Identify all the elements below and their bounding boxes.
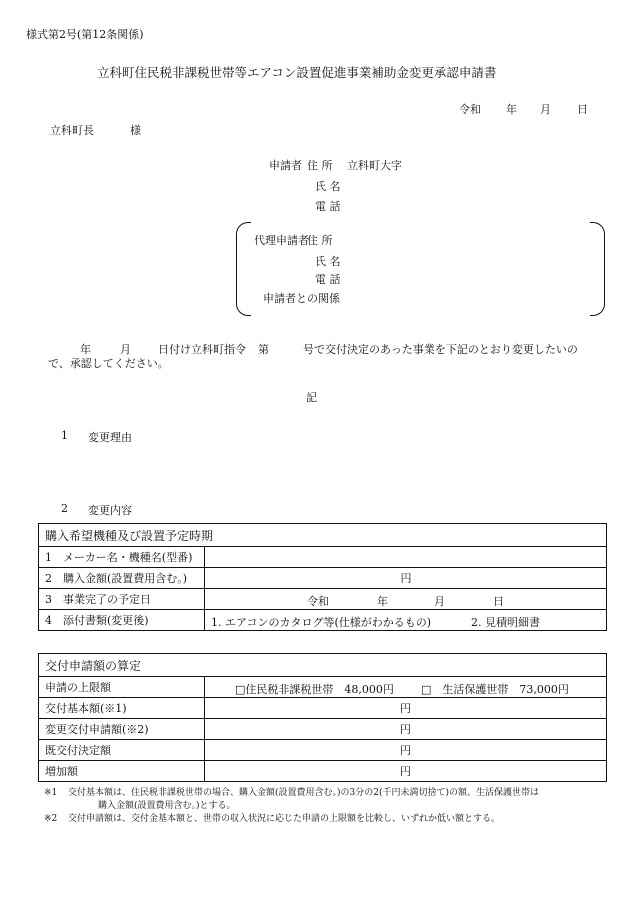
yen-unit: 円 [400, 702, 411, 715]
date-era: 令和 [459, 103, 481, 116]
row-label: 4 添付書類(変更後) [39, 610, 205, 631]
section2-number: 2 [61, 502, 68, 515]
table-row [39, 547, 607, 568]
note2-mark: ※2 [44, 814, 58, 824]
applicant-address-label: 住 所 [307, 159, 333, 172]
body-day-part: 日付け立科町指令 [158, 343, 246, 356]
yen-unit: 円 [400, 744, 411, 757]
applicant-label: 申請者 [269, 159, 302, 172]
section1-number: 1 [61, 429, 68, 442]
proxy-bracket-left [236, 222, 251, 316]
yen-unit: 円 [400, 765, 411, 778]
attachment-estimate: 2. 見積明細書 [471, 616, 540, 629]
applicant-address-value: 立科町大字 [347, 159, 402, 172]
section1-label: 変更理由 [88, 431, 132, 444]
applicant-name-label: 氏 名 [315, 180, 341, 193]
attachment-catalog: 1. エアコンのカタログ等(仕様がわかるもの) [211, 616, 432, 629]
row-label: 3 事業完了の予定日 [39, 589, 205, 610]
yen-unit: 円 [400, 723, 411, 736]
completion-era: 令和 [307, 595, 329, 608]
completion-date-field[interactable] [205, 589, 607, 610]
increase-amount-field[interactable] [205, 761, 607, 782]
ki-heading: 記 [306, 391, 317, 404]
changed-request-field[interactable] [205, 719, 607, 740]
row-label: 変更交付申請額(※2) [39, 719, 205, 740]
table-row [39, 589, 607, 610]
row-label: 2 購入金額(設置費用含む。) [39, 568, 205, 589]
attachments-cell [205, 610, 607, 631]
proxy-relation-label: 申請者との関係 [263, 292, 340, 305]
row-label: 1 メーカー名・機種名(型番) [39, 547, 205, 568]
row-label: 交付基本額(※1) [39, 698, 205, 719]
limit-option-tax-exempt[interactable]: □住民税非課税世帯 48,000円 [235, 683, 394, 696]
section2-label: 変更内容 [88, 504, 132, 517]
table-row [39, 761, 607, 782]
limit-options-cell [205, 677, 607, 698]
grant-calc-header: 交付申請額の算定 [39, 654, 607, 677]
proxy-label: 代理申請者 [254, 234, 309, 247]
note1-mark: ※1 [44, 788, 58, 798]
date-month: 月 [540, 103, 551, 116]
addressee-honorific: 様 [130, 124, 141, 137]
form-number: 様式第2号(第12条関係) [26, 28, 144, 41]
maker-model-field[interactable] [205, 547, 607, 568]
date-day: 日 [577, 103, 588, 116]
decided-amount-field[interactable] [205, 740, 607, 761]
table-row [39, 610, 607, 631]
completion-year: 年 [377, 595, 388, 608]
yen-unit: 円 [400, 572, 412, 585]
note1-line1: 交付基本額は、住民税非課税世帯の場合、購入金額(設置費用含む。)の3分の2(千円未満切捨て)の額、生活保護世帯は [68, 788, 540, 798]
body-line2: で、承認してください。 [48, 357, 169, 370]
table-row [39, 677, 607, 698]
row-label: 申請の上限額 [39, 677, 205, 698]
proxy-name-label: 氏 名 [315, 255, 341, 268]
purchase-table [38, 523, 607, 631]
grant-calc-table [38, 653, 607, 782]
row-label: 既交付決定額 [39, 740, 205, 761]
body-number-prefix: 第 [258, 343, 269, 356]
note1-line2: 購入金額(設置費用含む。)とする。 [98, 801, 236, 811]
limit-option-welfare[interactable]: □ 生活保護世帯 73,000円 [421, 683, 569, 696]
proxy-bracket-right [590, 222, 605, 316]
table-row [39, 719, 607, 740]
basic-amount-field[interactable] [205, 698, 607, 719]
purchase-amount-field[interactable] [205, 568, 607, 589]
proxy-address-label: 住 所 [307, 234, 333, 247]
body-year: 年 [80, 343, 91, 356]
body-line1-rest: 号で交付決定のあった事業を下記のとおり変更したいの [303, 343, 578, 356]
addressee-name: 立科町長 [50, 124, 94, 137]
table-row [39, 698, 607, 719]
table-row [39, 740, 607, 761]
proxy-phone-label: 電 話 [315, 273, 341, 286]
page-title: 立科町住民税非課税世帯等エアコン設置促進事業補助金変更承認申請書 [97, 65, 497, 80]
purchase-table-header: 購入希望機種及び設置予定時期 [39, 524, 607, 547]
body-month: 月 [120, 343, 131, 356]
completion-month: 月 [434, 595, 445, 608]
completion-day: 日 [493, 595, 504, 608]
table-row [39, 568, 607, 589]
row-label: 増加額 [39, 761, 205, 782]
date-year: 年 [506, 103, 517, 116]
note2-text: 交付申請額は、交付金基本額と、世帯の収入状況に応じた申請の上限額を比較し、いずれか低い額とする。 [68, 814, 501, 824]
applicant-phone-label: 電 話 [315, 200, 341, 213]
